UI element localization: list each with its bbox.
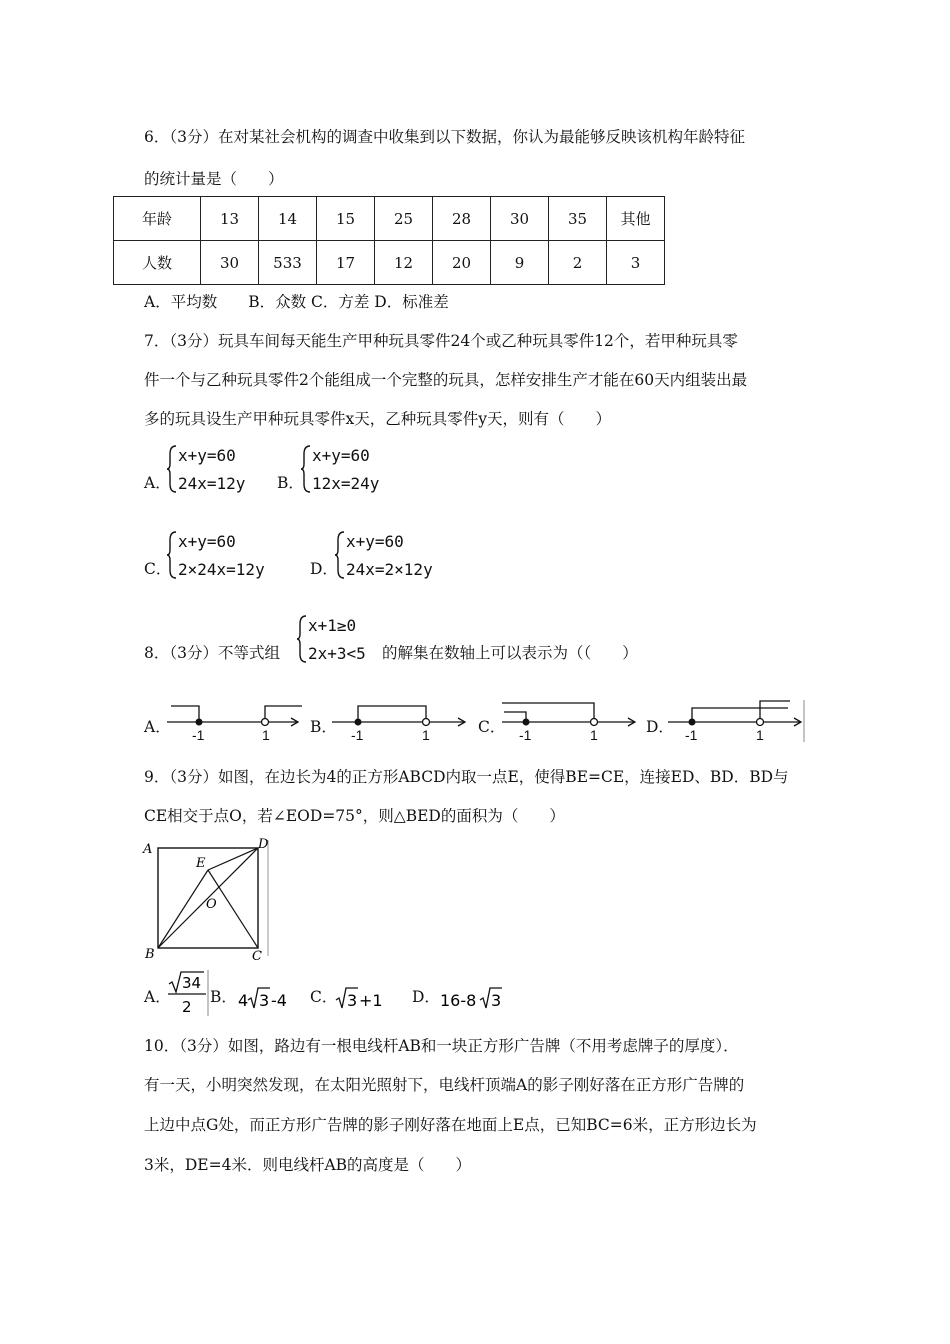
q6-options: A．平均数 B．众数 C．方差 D．标准差 xyxy=(144,293,449,311)
q9-option-b-formula xyxy=(236,984,302,1014)
tick-label: -1 xyxy=(685,727,698,743)
q10-line-4: 3米，DE=4米．则电线杆AB的高度是（ ） xyxy=(144,1156,472,1174)
q8-eq1: x+1≥0 xyxy=(308,616,357,635)
brace-icon xyxy=(166,444,178,494)
q9-option-d-formula xyxy=(438,984,508,1014)
q6-data-table xyxy=(113,196,665,285)
q7-option-d-label: D． xyxy=(310,560,338,578)
svg-text:+1: +1 xyxy=(359,991,383,1010)
label-c: C xyxy=(252,949,262,962)
q9-option-c-formula xyxy=(334,984,390,1014)
table-row-age xyxy=(114,197,665,241)
svg-text:3: 3 xyxy=(259,991,270,1010)
tick-label: -1 xyxy=(351,727,364,743)
table-cell: 12 xyxy=(375,241,433,285)
table-cell: 17 xyxy=(317,241,375,285)
q8-option-c-label: C． xyxy=(478,718,506,736)
table-cell: 533 xyxy=(259,241,317,285)
q9-option-d-label: D． xyxy=(412,988,440,1006)
svg-text:3: 3 xyxy=(491,991,502,1010)
q9-square-figure xyxy=(140,836,276,962)
q6-line-2: 的统计量是（ ） xyxy=(144,170,284,188)
q7-option-c-eq2: 2×24x=12y xyxy=(178,560,265,579)
table-cell: 年龄 xyxy=(114,197,201,241)
svg-text:3: 3 xyxy=(347,991,358,1010)
q9-option-b-label: B． xyxy=(210,988,237,1006)
q7-option-c-label: C． xyxy=(144,560,172,578)
table-row-count xyxy=(114,241,665,285)
q10-line-2: 有一天，小明突然发现，在太阳光照射下，电线杆顶端A的影子刚好落在正方形广告牌的 xyxy=(144,1076,745,1094)
table-cell: 20 xyxy=(433,241,491,285)
tick-label: 1 xyxy=(262,727,270,743)
q8-suffix: 的解集在数轴上可以表示为（（ ） xyxy=(382,644,638,662)
table-cell: 15 xyxy=(317,197,375,241)
q7-option-b-eq2: 12x=24y xyxy=(312,474,380,493)
brace-icon xyxy=(166,530,178,580)
table-cell: 人数 xyxy=(114,241,201,285)
q9-option-a-formula xyxy=(166,968,210,1018)
q9-option-a-label: A． xyxy=(144,988,171,1006)
q8-prefix: 8．（3分）不等式组 xyxy=(144,644,280,662)
q7-line-3: 多的玩具设生产甲种玩具零件x天，乙种玩具零件y天，则有（ ） xyxy=(144,410,612,428)
table-cell: 35 xyxy=(549,197,607,241)
table-cell: 13 xyxy=(201,197,259,241)
q7-option-b-eq1: x+y=60 xyxy=(312,446,370,465)
svg-text:16-8: 16-8 xyxy=(440,991,477,1010)
q8-option-d-label: D． xyxy=(646,718,674,736)
tick-label: 1 xyxy=(590,727,598,743)
brace-icon xyxy=(334,530,346,580)
q8-option-b-label: B． xyxy=(310,718,337,736)
tick-label: 1 xyxy=(756,727,764,743)
label-b: B xyxy=(145,947,155,962)
q9-line-1: 9．（3分）如图，在边长为4的正方形ABCD内取一点E，使得BE=CE，连接ED、BD．BD与 xyxy=(144,768,789,786)
number-line-option-a xyxy=(165,698,303,744)
label-o: O xyxy=(206,897,217,912)
tick-label: -1 xyxy=(192,727,205,743)
q6-line-1: 6．（3分）在对某社会机构的调查中收集到以下数据，你认为最能够反映该机构年龄特征 xyxy=(144,128,745,146)
label-d: D xyxy=(258,837,269,852)
q8-option-a-label: A． xyxy=(144,718,171,736)
q7-option-d-eq1: x+y=60 xyxy=(346,532,404,551)
table-cell: 25 xyxy=(375,197,433,241)
svg-text:4: 4 xyxy=(238,991,249,1010)
q9-option-c-label: C． xyxy=(310,988,338,1006)
tick-label: 1 xyxy=(422,727,430,743)
q7-option-a-eq1: x+y=60 xyxy=(178,446,236,465)
table-cell: 30 xyxy=(491,197,549,241)
table-cell: 28 xyxy=(433,197,491,241)
label-e: E xyxy=(196,856,206,871)
brace-icon xyxy=(300,444,312,494)
svg-text:34: 34 xyxy=(182,974,202,992)
q7-line-2: 件一个与乙种玩具零件2个能组成一个完整的玩具，怎样安排生产才能在60天内组装出最 xyxy=(144,371,748,389)
q7-option-a-label: A． xyxy=(144,474,171,492)
q7-option-a-eq2: 24x=12y xyxy=(178,474,246,493)
q7-option-b-label: B． xyxy=(277,474,304,492)
svg-text:2: 2 xyxy=(182,998,192,1016)
q7-option-c-eq1: x+y=60 xyxy=(178,532,236,551)
q10-line-1: 10．（3分）如图，路边有一根电线杆AB和一块正方形广告牌（不用考虑牌子的厚度）． xyxy=(144,1037,739,1055)
tick-label: -1 xyxy=(519,727,532,743)
table-cell: 3 xyxy=(607,241,665,285)
q7-option-d-eq2: 24x=2×12y xyxy=(346,560,433,579)
table-cell: 其他 xyxy=(607,197,665,241)
table-cell: 2 xyxy=(549,241,607,285)
q8-eq2: 2x+3<5 xyxy=(308,644,366,663)
table-cell: 30 xyxy=(201,241,259,285)
q9-line-2: CE相交于点O，若∠EOD=75°，则△BED的面积为（ ） xyxy=(144,807,565,825)
label-a: A xyxy=(143,842,153,857)
table-cell: 9 xyxy=(491,241,549,285)
q10-line-3: 上边中点G处，而正方形广告牌的影子刚好落在地面上E点，已知BC=6米，正方形边长为 xyxy=(144,1116,757,1134)
q7-line-1: 7．（3分）玩具车间每天能生产甲种玩具零件24个或乙种玩具零件12个，若甲种玩具零 xyxy=(144,332,738,350)
svg-text:-4: -4 xyxy=(271,991,287,1010)
table-cell: 14 xyxy=(259,197,317,241)
brace-icon xyxy=(296,614,308,664)
